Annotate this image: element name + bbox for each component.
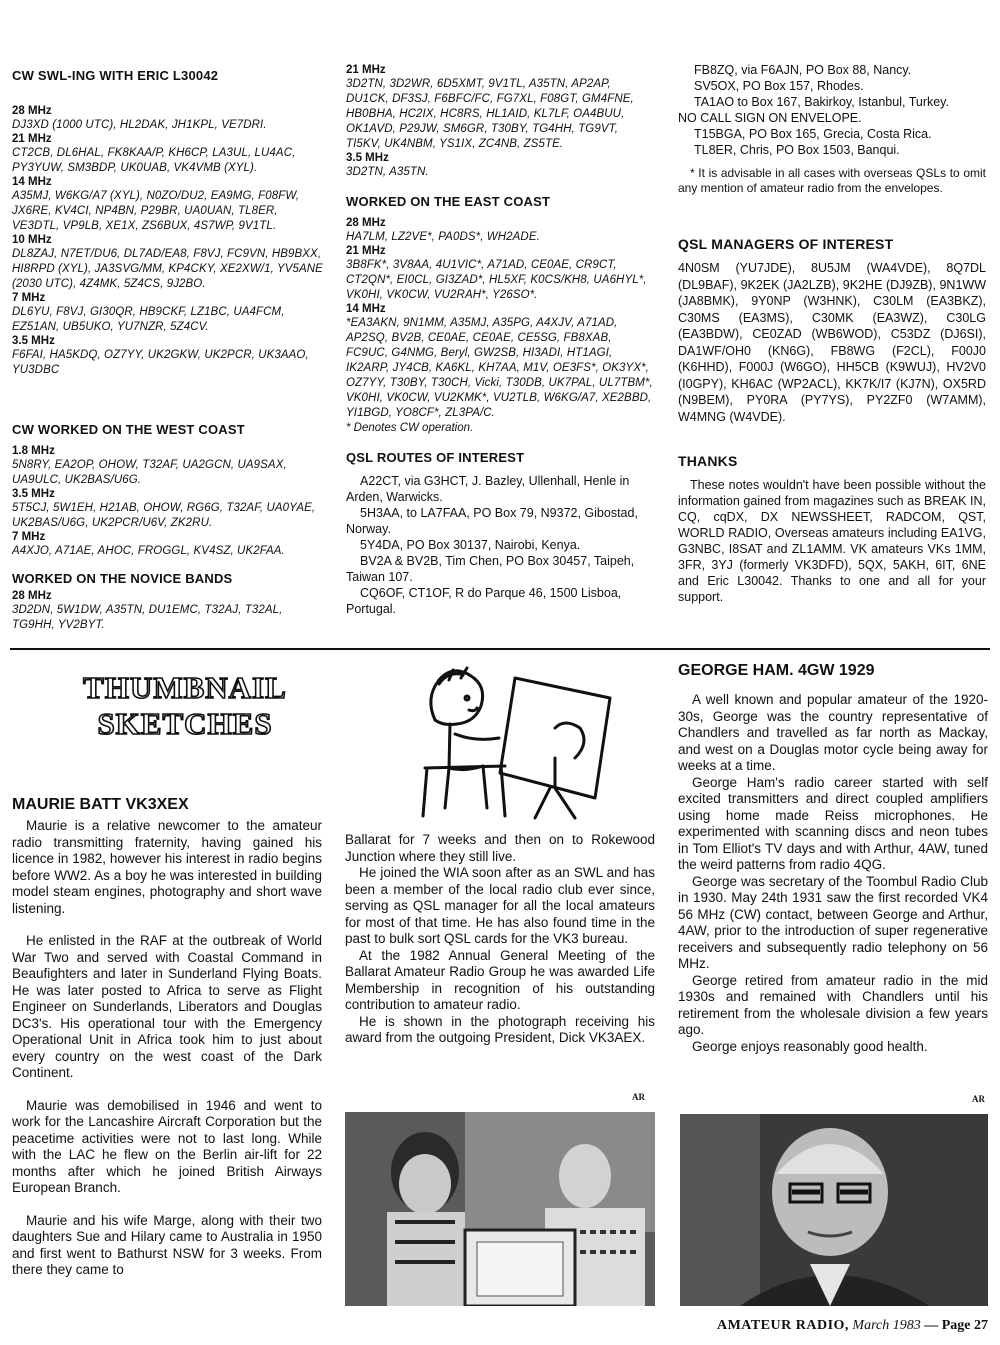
thanks-text: These notes wouldn't have been possible without the information gained from magazines such as BREAK IN, CQ, cqDX, DX NEWSSHEET, RADCOM, QST, WORLD RADIO, Overseas amateurs including EA1VG, G3NBC, I8SAT and ZL1AMM. VK amateurs VKs 1MM, 3FR, 3YJ (formerly VK3DFD), 5QX, 5AKH, 6IT, 6NE and Eric L30042. Thanks to one and all for your support. — [678, 478, 986, 604]
george-paragraph: A well known and popular amateur of the 1920-30s, George was the country representative of Chandlers and travelled as far north as Mackay, and west on a Douglas motor cycle being away for weeks at a time. — [678, 692, 988, 773]
band-label: 1.8 MHz — [12, 445, 55, 457]
maurie-paragraph: Maurie and his wife Marge, along with their two daughters Sue and Hilary came to Australia in 1950 and first went to Bathurst NSW for 3 weeks. From there they came to — [12, 1212, 322, 1277]
route-line: A22CT, via G3HCT, J. Bazley, Ullenhall, Henle in Arden, Warwicks. — [346, 474, 630, 504]
cw-west-7 — [12, 531, 324, 559]
cw-note: * Denotes CW operation. — [346, 422, 474, 434]
call-list: *EA3AKN, 9N1MM, A35MJ, A35PG, A4XJV, A71AD, AP2SQ, BV2B, CE0AE, CE0AE, CE5SG, FB8XAB, FC9UC, G4NMG, Beryl, GW2SB, HI3ADI, HT1AGI, IK2ARP, JY4CB, KA6KL, KH7AA, M1V, OE3FS*, OK3YX*, OZ7YY, T30BY, T30CH, Vicki, T30DB, UK7PAL, UL7TBM*, VK0HI, VK0CW, VU2KMK*, VU2TLB, W6KG/A7, XE2BBD, YI1BGD, YO8CF*, ZL3PA/C. — [346, 317, 653, 419]
route-line: CQ6OF, CT1OF, R do Parque 46, 1500 Lisboa, Portugal. — [346, 586, 622, 616]
route-line: TL8ER, Chris, PO Box 1503, Banqui. — [694, 143, 900, 157]
band-label: 28 MHz — [12, 590, 52, 602]
maurie-paragraph: Ballarat for 7 weeks and then on to Rokewood Junction where they still live. — [345, 832, 655, 864]
band-label: 7 MHz — [12, 292, 46, 304]
call-list: A35MJ, W6KG/A7 (XYL), N0ZO/DU2, EA9MG, F08FW, JX6RE, KV4CI, NP4BN, P29BR, UA0UAN, TL8ER, VE3DTL, VP9LB, XE1X, ZS6BUX, 4S7WP, 9V1TL. — [12, 190, 300, 232]
band-label: 28 MHz — [12, 105, 52, 117]
george-paragraph: George was secretary of the Toombul Radio Club in 1930. May 24th 1931 saw the first recorded VK4 56 MHz (CW) contact, between George and Arthur, 4AW, prior to the introduction of super regenerative receivers and subsequently radio telephony on 56 MHz. — [678, 873, 988, 971]
section-divider — [10, 648, 990, 650]
maurie-paragraph: Maurie was demobilised in 1946 and went to work for the Lancashire Aircraft Corporation but the peacetime activities were not to last long. While with the LAC he flew on the Berlin air-lift for 22 months after which he joined British Airways European Branch. — [12, 1097, 322, 1195]
page-footer — [717, 1318, 988, 1334]
column-3-top — [678, 62, 986, 605]
maurie-paragraph: Maurie is a relative newcomer to the amateur radio transmitting fraternity, having gained his licence in 1982, however his interest in radio begins before WW2. As a boy he was interested in building model steam engines, photography and short wave listening. — [12, 818, 322, 916]
maurie-paragraph: He is shown in the photograph receiving his award from the outgoing President, Dick VK3AEX. — [345, 1013, 655, 1045]
george-paragraph: George Ham's radio career started with self excited transmitters and direct coupled amplifiers using home made Reiss microphones. He experimented with scanning discs and neon tubes in Tom Elliot's TV days and with Arthur, 4AW, tuned the weird patterns from radio 4QG. — [678, 774, 988, 872]
end-mark-ar: AR — [972, 1094, 985, 1104]
end-mark-ar: AR — [632, 1092, 645, 1102]
maurie-article — [12, 796, 322, 1279]
no-call-notice: NO CALL SIGN ON ENVELOPE. — [678, 111, 862, 125]
george-portrait-photograph — [680, 1114, 988, 1306]
col3-routes — [678, 62, 986, 158]
col2-3-5 — [346, 152, 654, 180]
route-line: SV5OX, PO Box 157, Rhodes. — [694, 79, 864, 93]
maurie-title: MAURIE BATT VK3XEX — [12, 796, 189, 813]
call-list: 3D2TN, 3D2WR, 6D5XMT, 9V1TL, A35TN, AP2AP, DU1CK, DF3SJ, F6BFC/FC, FG7XL, F08GT, GM4FNE, HB0BHA, HC2IX, HC8RS, HL1AID, KL7LF, OA4BUU, OK1AVD, P29JW, SM6GR, T30BY, TG4HH, TG9VT, TI5KV, UK4NBM, YS1IX, ZC4NB, ZS5TE. — [346, 78, 634, 150]
band-label: 28 MHz — [346, 217, 386, 229]
george-title: GEORGE HAM. 4GW 1929 — [678, 662, 875, 679]
george-article — [678, 662, 988, 1055]
cw-eric-14 — [12, 176, 324, 234]
issue-date: March 1983 — [852, 1318, 921, 1333]
call-list: DJ3XD (1000 UTC), HL2DAK, JH1KPL, VE7DRI. — [12, 119, 267, 131]
band-label: 3.5 MHz — [12, 488, 55, 500]
band-label: 14 MHz — [12, 176, 52, 188]
spacer — [678, 158, 986, 166]
col2-21 — [346, 64, 654, 152]
novice-title: WORKED ON THE NOVICE BANDS — [12, 571, 233, 586]
thumbnail-word: THUMBNAIL — [83, 670, 287, 705]
band-label: 3.5 MHz — [346, 152, 389, 164]
cw-eric-28 — [12, 105, 324, 133]
thanks-title: THANKS — [678, 453, 738, 469]
spacer — [12, 91, 324, 105]
band-label: 21 MHz — [346, 245, 386, 257]
page-number: — Page 27 — [924, 1318, 988, 1333]
call-list: HA7LM, LZ2VE*, PA0DS*, WH2ADE. — [346, 231, 540, 243]
call-list: 3D2DN, 5W1DW, A35TN, DU1EMC, T32AJ, T32AL, TG9HH, YV2BYT. — [12, 604, 283, 631]
call-list: DL8ZAJ, N7ET/DU6, DL7AD/EA8, F8VJ, FC9VN, HB9BXX, HI8RPD (XYL), JA3SVG/MM, KP4CKY, XE2XW/1, YV5ANE (2030 UTC), 4Z4MK, 5Z4CS, 9J2BO. — [12, 248, 323, 290]
spacer — [346, 436, 654, 450]
managers-title: QSL MANAGERS OF INTEREST — [678, 236, 894, 252]
call-list: DL6YU, F8VJ, GI30QR, HB9CKF, LZ1BC, UA4FCM, EZ51AN, UB5UKO, YU7NZR, 5Z4CV. — [12, 306, 285, 333]
route-line: BV2A & BV2B, Tim Chen, PO Box 30457, Taipeh, Taiwan 107. — [346, 554, 635, 584]
band-label: 21 MHz — [12, 133, 52, 145]
qsl-routes-title: QSL ROUTES OF INTEREST — [346, 450, 525, 465]
call-list: 5N8RY, EA2OP, OHOW, T32AF, UA2GCN, UA9SAX, UA9ULC, UK2BAS/U6G. — [12, 459, 287, 486]
call-list: 3D2TN, A35TN. — [346, 166, 429, 178]
column-1-top — [12, 68, 324, 633]
qsl-routes-list — [346, 473, 654, 617]
cw-eric-7 — [12, 292, 324, 335]
maurie-paragraph: He enlisted in the RAF at the outbreak of World War Two and served with Coastal Command in Beaufighters and later in Sunderland Flying Boats. He was later posted to Africa to serve as Flight Engineer on Sunderlands, Liberators and Douglas DC3's. His operational tour with the Emergency Operational Unit in Africa took him to just about every country on the west coast of the Dark Continent. — [12, 933, 322, 1080]
spacer — [12, 378, 324, 422]
george-paragraph: George enjoys reasonably good health. — [692, 1038, 928, 1054]
sketches-word: SKETCHES — [97, 706, 273, 741]
george-portrait-image — [680, 1114, 988, 1306]
call-list: A4XJO, A71AE, AHOC, FROGGL, KV4SZ, UK2FAA. — [12, 545, 285, 557]
band-label: 3.5 MHz — [12, 335, 55, 347]
band-label: 21 MHz — [346, 64, 386, 76]
cw-eric-10 — [12, 234, 324, 292]
thumbnail-sketches-heading — [50, 670, 320, 742]
band-label: 14 MHz — [346, 303, 386, 315]
route-line: T15BGA, PO Box 165, Grecia, Costa Rica. — [694, 127, 932, 141]
award-photo-image — [345, 1112, 655, 1306]
maurie-paragraph: He joined the WIA soon after as an SWL and has been a member of the local radio club ever since, serving as QSL manager for all the local amateurs for most of that time. He has also found time in the past to bulk sort QSL cards for the VK3 bureau. — [345, 865, 655, 946]
column-2-top — [346, 64, 654, 617]
east-14 — [346, 303, 654, 421]
cw-west-3-5 — [12, 488, 324, 531]
route-line: 5Y4DA, PO Box 30137, Nairobi, Kenya. — [360, 538, 581, 552]
band-label: 7 MHz — [12, 531, 46, 543]
cw-eric-21 — [12, 133, 324, 176]
publication-name: AMATEUR RADIO, — [716, 1318, 849, 1333]
cw-west-title: CW WORKED ON THE WEST COAST — [12, 422, 245, 437]
george-paragraph: George retired from amateur radio in the mid 1930s and remained with Chandlers until his retirement from the wholesale division a few years ago. — [678, 972, 988, 1037]
novice-28 — [12, 590, 324, 633]
call-list: CT2CB, DL6HAL, FK8KAA/P, KH6CP, LA3UL, LU4AC, PY3YUW, SM3BDP, UK0UAB, VK4VMB (XYL). — [12, 147, 296, 174]
cw-eric-title: CW SWL-ING WITH ERIC L30042 — [12, 68, 219, 83]
maurie-article-cont — [345, 832, 655, 1047]
route-line: TA1AO to Box 167, Bakirkoy, Istanbul, Turkey. — [694, 95, 949, 109]
band-label: 10 MHz — [12, 234, 52, 246]
call-list: F6FAI, HA5KDQ, OZ7YY, UK2GKW, UK2PCR, UK3AAO, YU3DBC — [12, 349, 309, 376]
maurie-paragraph: At the 1982 Annual General Meeting of the Ballarat Amateur Radio Group he was awarded Life Membership in recognition of his outstanding contribution to amateur radio. — [345, 947, 655, 1012]
spacer — [678, 196, 986, 236]
managers-list: 4N0SM (YU7JDE), 8U5JM (WA4VDE), 8Q7DL (DL9BAF), 9K2EK (JA2LZB), 9K2HE (DJ9ZB), 9N1WW (JA8BMK), 9Y0NP (W3HNK), C30LM (EA3BKZ), C30MS (EA3MS), C30MK (EA3WZ), C30LG (EA3BDW), CE0ZAD (WB6WOD), C53DZ (DJ6SI), DA1WF/OH0 (KN6G), FB8WG (F2CL), F00J0 (K6HHD), F000J (W6GO), HH5CB (K9WUJ), HV2V0 (I0GPY), KH6AC (WP2ACL), KK7K/I7 (KJ7N), OX5RD (N9BEM), PY0RA (PY7YS), PY2ZF0 (W7AMM), W4MNG (W4VDE). — [678, 261, 986, 424]
route-line: 5H3AA, to LA7FAA, PO Box 79, N9372, Gibostad, Norway. — [346, 506, 638, 536]
east-title: WORKED ON THE EAST COAST — [346, 194, 551, 209]
call-list: 5T5CJ, 5W1EH, H21AB, OHOW, RG6G, T32AF, UA0YAE, UK2BAS/U6G, UK2PCR/U6V, ZK2RU. — [12, 502, 316, 529]
spacer — [12, 559, 324, 571]
route-line: FB8ZQ, via F6AJN, PO Box 88, Nancy. — [694, 63, 912, 77]
award-photograph — [345, 1112, 655, 1306]
east-21 — [346, 245, 654, 303]
spacer — [678, 425, 986, 453]
cw-west-1-8 — [12, 445, 324, 488]
call-list: 3B8FK*, 3V8AA, 4U1VIC*, A71AD, CE0AE, CR9CT, CT2QN*, EI0CL, GI3ZAD*, HL5XF, K0CS/KH8, UA6HYL*, VK0HI, VK0CW, VU2RAH*, Y26SO*. — [346, 259, 647, 301]
east-28 — [346, 217, 654, 245]
spacer — [346, 180, 654, 194]
cw-eric-3-5 — [12, 335, 324, 378]
drawing-boy-illustration — [405, 658, 635, 830]
advisory-note: * It is advisable in all cases with overseas QSLs to omit any mention of amateur radio from the envelopes. — [678, 166, 986, 195]
